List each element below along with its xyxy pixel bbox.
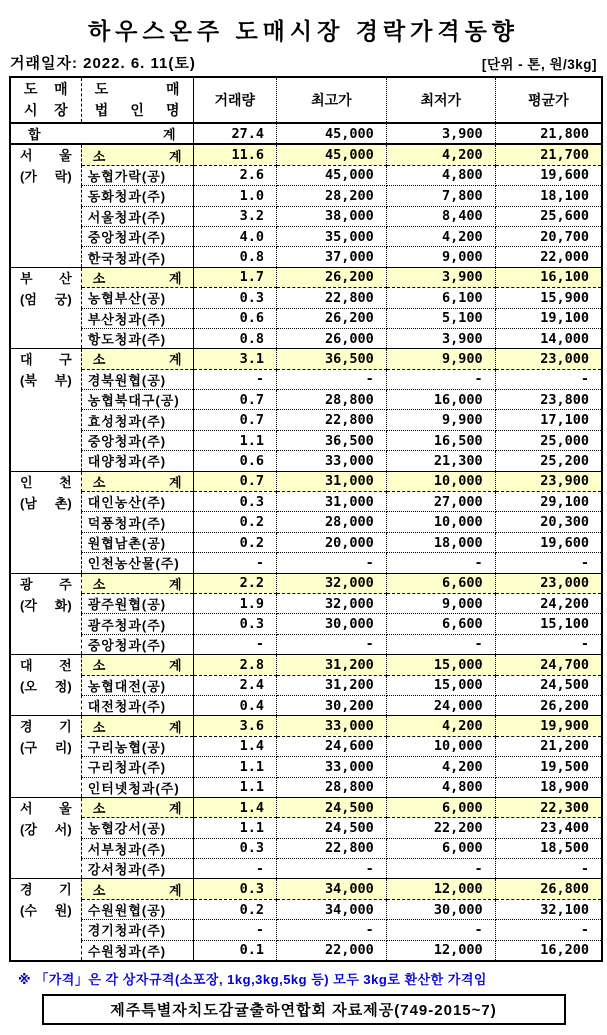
high-cell: 20,000	[276, 532, 386, 552]
avg-cell: 32,100	[495, 899, 602, 919]
low-cell: 16,500	[386, 430, 495, 450]
corp-row	[10, 451, 602, 471]
high-cell: 33,000	[276, 757, 386, 777]
high-header-cell: 최고가	[276, 77, 386, 123]
price-footnote: ※ 「가격」은 각 상자규격(소포장, 1kg,3kg,5kg 등) 모두 3kg로 환산한 가격임	[18, 972, 487, 988]
market-name-line2: (북 부)	[20, 373, 72, 389]
avg-cell: 19,500	[495, 757, 602, 777]
market-cell	[10, 879, 81, 961]
high-cell: 22,000	[276, 940, 386, 961]
volume-cell: 1.7	[193, 267, 276, 287]
low-cell: 7,800	[386, 186, 495, 206]
avg-cell: 21,200	[495, 736, 602, 756]
corp-name-cell: 항도청과(주)	[81, 328, 193, 348]
subtotal-label-cell: 소 계	[81, 879, 193, 899]
avg-cell: 23,800	[495, 390, 602, 410]
volume-cell: 1.4	[193, 797, 276, 817]
high-cell: 31,200	[276, 655, 386, 675]
volume-cell: 0.3	[193, 838, 276, 858]
high-cell: 24,500	[276, 797, 386, 817]
high-cell: 28,800	[276, 390, 386, 410]
avg-cell: 23,000	[495, 349, 602, 369]
low-cell: 4,800	[386, 165, 495, 185]
volume-cell: 2.8	[193, 655, 276, 675]
market-header-cell	[10, 77, 81, 123]
volume-cell: 0.2	[193, 512, 276, 532]
corp-header-line1: 도 매	[94, 81, 180, 97]
market-name-line2: (각 화)	[20, 597, 72, 613]
market-cell	[10, 471, 81, 573]
market-cell	[10, 655, 81, 716]
subtotal-row	[10, 716, 602, 736]
corp-name-cell: 경기청과(주)	[81, 920, 193, 940]
avg-cell: -	[495, 859, 602, 879]
corp-row	[10, 777, 602, 797]
subtotal-row	[10, 349, 602, 369]
corp-row	[10, 308, 602, 328]
volume-cell: 3.2	[193, 206, 276, 226]
market-name-line2: (남 촌)	[20, 495, 72, 511]
corp-name-cell: 수원원협(공)	[81, 899, 193, 919]
avg-cell: 19,100	[495, 308, 602, 328]
avg-cell: 20,700	[495, 226, 602, 246]
low-cell: 12,000	[386, 879, 495, 899]
corp-header-line2: 법 인 명	[94, 102, 180, 118]
low-cell: 12,000	[386, 940, 495, 961]
volume-cell: 1.9	[193, 593, 276, 613]
corp-row	[10, 186, 602, 206]
high-cell: -	[276, 920, 386, 940]
volume-cell: 3.6	[193, 716, 276, 736]
corp-row	[10, 920, 602, 940]
corp-row	[10, 757, 602, 777]
volume-cell: 0.1	[193, 940, 276, 961]
market-name-line1: 서 울	[20, 800, 72, 816]
low-header-cell: 최저가	[386, 77, 495, 123]
avg-cell: -	[495, 369, 602, 389]
high-cell: 38,000	[276, 206, 386, 226]
unit-label: [단위 - 톤, 원/3kg]	[481, 57, 597, 72]
low-cell: 21,300	[386, 451, 495, 471]
corp-row	[10, 165, 602, 185]
market-name-line2: (엄 궁)	[20, 291, 72, 307]
corp-name-cell: 농협가락(공)	[81, 165, 193, 185]
market-name-line2: (구 리)	[20, 740, 72, 756]
subtotal-label-cell: 소 계	[81, 349, 193, 369]
high-cell: -	[276, 553, 386, 573]
avg-cell: 16,200	[495, 940, 602, 961]
subtotal-row	[10, 655, 602, 675]
corp-row	[10, 634, 602, 654]
high-cell: -	[276, 369, 386, 389]
volume-cell: -	[193, 859, 276, 879]
low-cell: 10,000	[386, 471, 495, 491]
low-cell: -	[386, 369, 495, 389]
market-name-line1: 부 산	[20, 270, 72, 286]
volume-cell: 0.3	[193, 614, 276, 634]
trade-date-label: 거래일자: 2022. 6. 11(토)	[10, 55, 196, 72]
volume-cell: 1.1	[193, 818, 276, 838]
subtotal-row	[10, 144, 602, 165]
volume-cell: 0.7	[193, 390, 276, 410]
low-cell: 27,000	[386, 492, 495, 512]
volume-cell: 0.6	[193, 451, 276, 471]
volume-cell: 0.7	[193, 410, 276, 430]
high-cell: 24,500	[276, 818, 386, 838]
market-cell	[10, 267, 81, 349]
market-header-line1: 도 매	[24, 81, 68, 97]
high-cell: 30,200	[276, 695, 386, 715]
high-cell: 28,200	[276, 186, 386, 206]
high-cell: 28,800	[276, 777, 386, 797]
corp-name-cell: 원협남촌(공)	[81, 532, 193, 552]
corp-header-cell	[81, 77, 193, 123]
corp-name-cell: 대양청과(주)	[81, 451, 193, 471]
low-cell: 6,600	[386, 573, 495, 593]
corp-row	[10, 859, 602, 879]
low-cell: 9,000	[386, 593, 495, 613]
total-row	[10, 123, 602, 144]
volume-cell: 0.3	[193, 492, 276, 512]
page-title: 하우스온주 도매시장 경락가격동향	[87, 18, 520, 44]
corp-name-cell: 경북원협(공)	[81, 369, 193, 389]
subtotal-label-cell: 소 계	[81, 716, 193, 736]
high-cell: 45,000	[276, 123, 386, 144]
corp-row	[10, 410, 602, 430]
volume-cell: 27.4	[193, 123, 276, 144]
volume-cell: 2.4	[193, 675, 276, 695]
avg-cell: 25,000	[495, 430, 602, 450]
corp-name-cell: 중앙청과(주)	[81, 226, 193, 246]
market-name-line2: (가 락)	[20, 169, 72, 185]
market-name-line1: 경 기	[20, 882, 72, 898]
avg-cell: 16,100	[495, 267, 602, 287]
subtotal-row	[10, 573, 602, 593]
volume-cell: 2.6	[193, 165, 276, 185]
corp-name-cell: 동화청과(주)	[81, 186, 193, 206]
market-name-line1: 서 울	[20, 148, 72, 164]
corp-row	[10, 328, 602, 348]
low-cell: 9,900	[386, 410, 495, 430]
high-cell: 22,800	[276, 838, 386, 858]
corp-row	[10, 899, 602, 919]
high-cell: 28,000	[276, 512, 386, 532]
volume-cell: 0.8	[193, 247, 276, 267]
high-cell: 36,500	[276, 430, 386, 450]
corp-row	[10, 492, 602, 512]
price-table-body	[10, 123, 602, 961]
avg-cell: 23,400	[495, 818, 602, 838]
low-cell: 24,000	[386, 695, 495, 715]
high-cell: 36,500	[276, 349, 386, 369]
corp-row	[10, 206, 602, 226]
avg-cell: -	[495, 920, 602, 940]
corp-name-cell: 서부청과(주)	[81, 838, 193, 858]
low-cell: 4,800	[386, 777, 495, 797]
high-cell: 26,000	[276, 328, 386, 348]
corp-row	[10, 369, 602, 389]
corp-row	[10, 940, 602, 961]
corp-name-cell: 인천농산물(주)	[81, 553, 193, 573]
low-cell: 6,000	[386, 797, 495, 817]
volume-cell: 0.3	[193, 879, 276, 899]
low-cell: 3,900	[386, 267, 495, 287]
low-cell: 4,200	[386, 716, 495, 736]
low-cell: 3,900	[386, 123, 495, 144]
volume-cell: -	[193, 369, 276, 389]
volume-cell: 0.2	[193, 532, 276, 552]
low-cell: 5,100	[386, 308, 495, 328]
avg-cell: -	[495, 634, 602, 654]
avg-cell: 29,100	[495, 492, 602, 512]
volume-cell: 0.3	[193, 288, 276, 308]
market-cell	[10, 573, 81, 655]
volume-cell: 11.6	[193, 144, 276, 165]
market-cell	[10, 797, 81, 879]
low-cell: 22,200	[386, 818, 495, 838]
high-cell: 22,800	[276, 410, 386, 430]
low-cell: 15,000	[386, 655, 495, 675]
high-cell: 32,000	[276, 573, 386, 593]
volume-cell: -	[193, 920, 276, 940]
corp-row	[10, 695, 602, 715]
meta-line	[10, 52, 597, 73]
low-cell: 8,400	[386, 206, 495, 226]
volume-cell: 3.1	[193, 349, 276, 369]
high-cell: 34,000	[276, 899, 386, 919]
low-cell: 4,200	[386, 144, 495, 165]
market-name-line2: (수 원)	[20, 903, 72, 919]
high-cell: -	[276, 634, 386, 654]
subtotal-label-cell: 소 계	[81, 797, 193, 817]
avg-cell: 26,200	[495, 695, 602, 715]
corp-name-cell: 농협북대구(공)	[81, 390, 193, 410]
corp-name-cell: 농협강서(공)	[81, 818, 193, 838]
table-header-row	[10, 77, 602, 123]
market-name-line2: (강 서)	[20, 821, 72, 837]
volume-cell: 1.0	[193, 186, 276, 206]
avg-cell: 24,700	[495, 655, 602, 675]
market-name-line1: 인 천	[20, 474, 72, 490]
avg-cell: 15,900	[495, 288, 602, 308]
subtotal-row	[10, 797, 602, 817]
low-cell: 30,000	[386, 899, 495, 919]
low-cell: -	[386, 634, 495, 654]
subtotal-label-cell: 소 계	[81, 471, 193, 491]
high-cell: 33,000	[276, 451, 386, 471]
market-cell	[10, 349, 81, 471]
avg-cell: 19,900	[495, 716, 602, 736]
high-cell: 45,000	[276, 144, 386, 165]
market-name-line1: 대 구	[20, 352, 72, 368]
low-cell: 6,600	[386, 614, 495, 634]
low-cell: 10,000	[386, 512, 495, 532]
avg-cell: 18,900	[495, 777, 602, 797]
low-cell: 4,200	[386, 226, 495, 246]
corp-name-cell: 효성청과(주)	[81, 410, 193, 430]
volume-header-cell: 거래량	[193, 77, 276, 123]
volume-cell: 0.4	[193, 695, 276, 715]
corp-row	[10, 818, 602, 838]
low-cell: 18,000	[386, 532, 495, 552]
total-label-cell: 합 계	[10, 123, 193, 144]
low-cell: 6,100	[386, 288, 495, 308]
corp-name-cell: 농협부산(공)	[81, 288, 193, 308]
volume-cell: -	[193, 634, 276, 654]
corp-row	[10, 614, 602, 634]
low-cell: 9,900	[386, 349, 495, 369]
avg-cell: 19,600	[495, 532, 602, 552]
corp-row	[10, 593, 602, 613]
volume-cell: 2.2	[193, 573, 276, 593]
corp-name-cell: 농협대전(공)	[81, 675, 193, 695]
high-cell: 33,000	[276, 716, 386, 736]
avg-cell: 23,000	[495, 573, 602, 593]
corp-name-cell: 광주청과(주)	[81, 614, 193, 634]
volume-cell: 1.4	[193, 736, 276, 756]
volume-cell: 0.7	[193, 471, 276, 491]
corp-row	[10, 512, 602, 532]
corp-name-cell: 부산청과(주)	[81, 308, 193, 328]
high-cell: 24,600	[276, 736, 386, 756]
corp-name-cell: 강서청과(주)	[81, 859, 193, 879]
low-cell: 16,000	[386, 390, 495, 410]
high-cell: 31,000	[276, 492, 386, 512]
volume-cell: 1.1	[193, 777, 276, 797]
corp-name-cell: 대전청과(주)	[81, 695, 193, 715]
high-cell: 35,000	[276, 226, 386, 246]
high-cell: 31,200	[276, 675, 386, 695]
avg-cell: 17,100	[495, 410, 602, 430]
avg-cell: 21,700	[495, 144, 602, 165]
avg-cell: -	[495, 553, 602, 573]
avg-cell: 22,000	[495, 247, 602, 267]
corp-row	[10, 390, 602, 410]
avg-cell: 25,200	[495, 451, 602, 471]
volume-cell: 0.6	[193, 308, 276, 328]
avg-cell: 24,500	[495, 675, 602, 695]
corp-name-cell: 덕풍청과(주)	[81, 512, 193, 532]
corp-row	[10, 675, 602, 695]
corp-name-cell: 수원청과(주)	[81, 940, 193, 961]
avg-cell: 15,100	[495, 614, 602, 634]
volume-cell: 1.1	[193, 430, 276, 450]
high-cell: 26,200	[276, 308, 386, 328]
high-cell: -	[276, 859, 386, 879]
avg-cell: 18,100	[495, 186, 602, 206]
market-name-line1: 대 전	[20, 658, 72, 674]
volume-cell: 4.0	[193, 226, 276, 246]
market-header-line2: 시 장	[24, 102, 68, 118]
avg-cell: 19,600	[495, 165, 602, 185]
market-cell	[10, 144, 81, 267]
footer-text: 제주특별자치도감귤출하연합회 자료제공(749-2015~7)	[110, 1002, 497, 1020]
corp-name-cell: 중앙청과(주)	[81, 634, 193, 654]
volume-cell: 0.2	[193, 899, 276, 919]
corp-row	[10, 288, 602, 308]
market-name-line1: 광 주	[20, 576, 72, 592]
low-cell: -	[386, 920, 495, 940]
low-cell: 15,000	[386, 675, 495, 695]
subtotal-label-cell: 소 계	[81, 573, 193, 593]
corp-name-cell: 구리농협(공)	[81, 736, 193, 756]
volume-cell: 1.1	[193, 757, 276, 777]
corp-name-cell: 광주원협(공)	[81, 593, 193, 613]
volume-cell: 0.8	[193, 328, 276, 348]
corp-name-cell: 한국청과(주)	[81, 247, 193, 267]
corp-row	[10, 532, 602, 552]
low-cell: 6,000	[386, 838, 495, 858]
corp-row	[10, 430, 602, 450]
avg-cell: 25,600	[495, 206, 602, 226]
market-cell	[10, 716, 81, 798]
high-cell: 45,000	[276, 165, 386, 185]
high-cell: 32,000	[276, 593, 386, 613]
corp-row	[10, 226, 602, 246]
avg-cell: 18,500	[495, 838, 602, 858]
low-cell: -	[386, 553, 495, 573]
corp-row	[10, 838, 602, 858]
high-cell: 37,000	[276, 247, 386, 267]
avg-cell: 14,000	[495, 328, 602, 348]
market-name-line1: 경 기	[20, 719, 72, 735]
price-table	[9, 76, 603, 962]
subtotal-label-cell: 소 계	[81, 655, 193, 675]
low-cell: 9,000	[386, 247, 495, 267]
low-cell: 10,000	[386, 736, 495, 756]
corp-name-cell: 서울청과(주)	[81, 206, 193, 226]
high-cell: 34,000	[276, 879, 386, 899]
footer-box	[42, 994, 566, 1025]
high-cell: 26,200	[276, 267, 386, 287]
subtotal-row	[10, 267, 602, 287]
corp-name-cell: 구리청과(주)	[81, 757, 193, 777]
avg-cell: 23,900	[495, 471, 602, 491]
low-cell: -	[386, 859, 495, 879]
subtotal-label-cell: 소 계	[81, 267, 193, 287]
low-cell: 3,900	[386, 328, 495, 348]
market-name-line2: (오 정)	[20, 679, 72, 695]
avg-header-cell: 평균가	[495, 77, 602, 123]
subtotal-label-cell: 소 계	[81, 144, 193, 165]
corp-name-cell: 대인농산(주)	[81, 492, 193, 512]
avg-cell: 22,300	[495, 797, 602, 817]
subtotal-row	[10, 471, 602, 491]
subtotal-row	[10, 879, 602, 899]
high-cell: 30,000	[276, 614, 386, 634]
high-cell: 31,000	[276, 471, 386, 491]
avg-cell: 21,800	[495, 123, 602, 144]
low-cell: 4,200	[386, 757, 495, 777]
corp-name-cell: 인터넷청과(주)	[81, 777, 193, 797]
avg-cell: 26,800	[495, 879, 602, 899]
avg-cell: 24,200	[495, 593, 602, 613]
avg-cell: 20,300	[495, 512, 602, 532]
volume-cell: -	[193, 553, 276, 573]
corp-row	[10, 736, 602, 756]
high-cell: 22,800	[276, 288, 386, 308]
corp-row	[10, 247, 602, 267]
corp-name-cell: 중앙청과(주)	[81, 430, 193, 450]
corp-row	[10, 553, 602, 573]
